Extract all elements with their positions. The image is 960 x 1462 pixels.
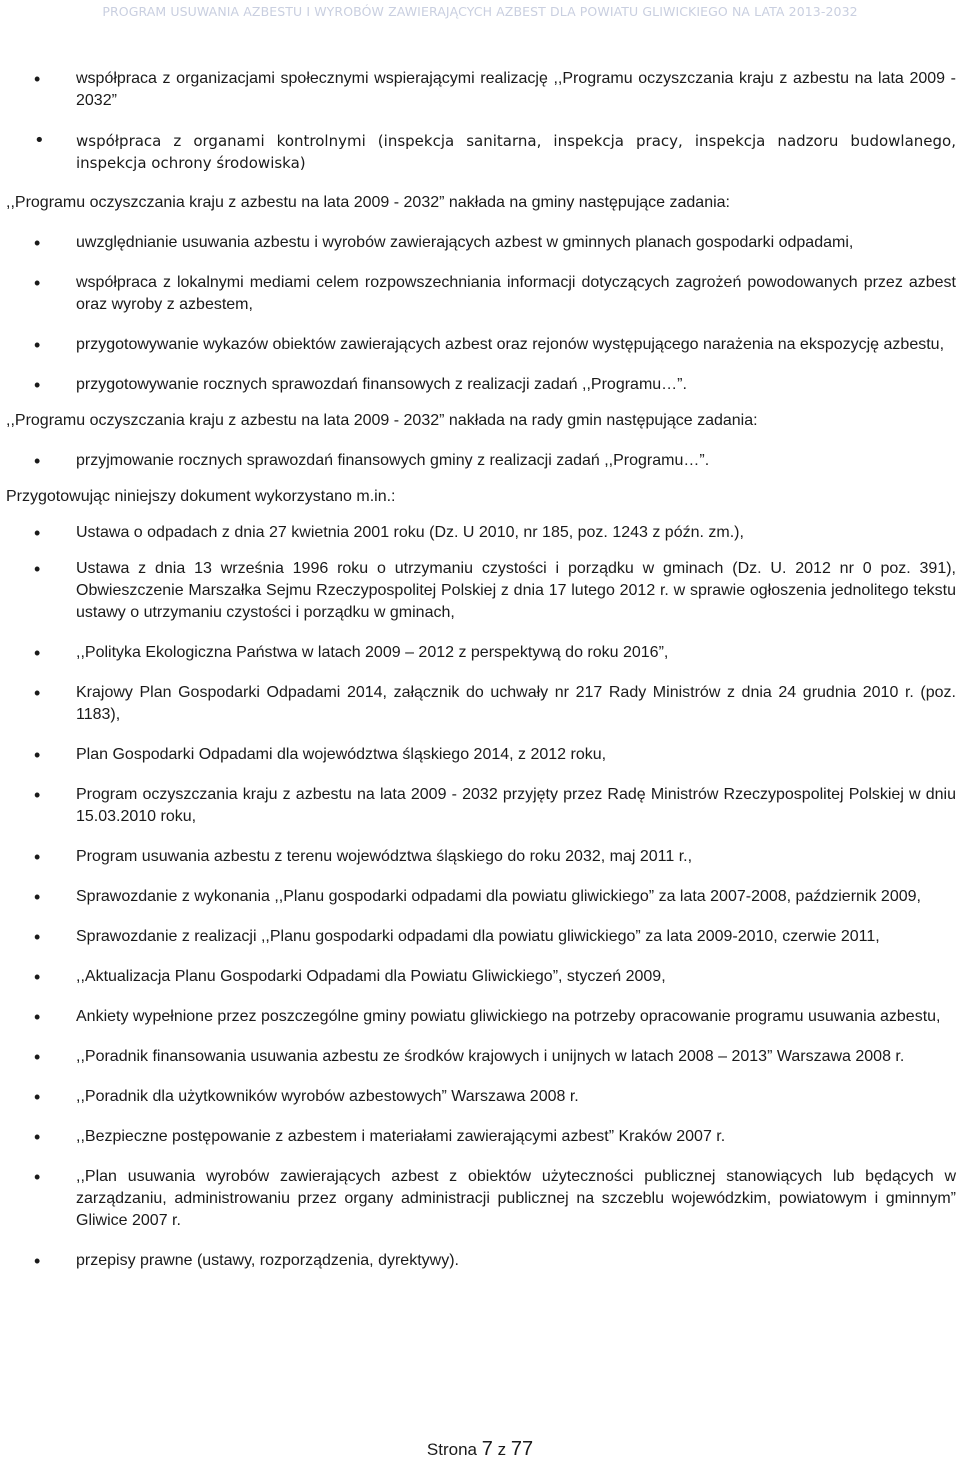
page-footer bbox=[0, 1438, 960, 1461]
list-item bbox=[6, 642, 956, 664]
list-item bbox=[6, 272, 956, 316]
bullet-icon: • bbox=[34, 643, 41, 663]
bullet-icon: • bbox=[34, 847, 41, 867]
list-item bbox=[6, 682, 956, 726]
bullet-icon: • bbox=[34, 1007, 41, 1027]
list-item bbox=[6, 450, 956, 472]
bullet-icon: • bbox=[34, 559, 41, 579]
list-item-text: Ankiety wypełnione przez poszczególne gminy powiatu gliwickiego na potrzeby opracowanie programu usuwania azbestu, bbox=[76, 1008, 941, 1025]
list-item-text: Program usuwania azbestu z terenu województwa śląskiego do roku 2032, maj 2011 r., bbox=[76, 848, 693, 865]
list-item bbox=[6, 744, 956, 766]
list-item bbox=[6, 558, 956, 624]
footer-prefix: Strona bbox=[426, 1440, 477, 1459]
list-item bbox=[6, 846, 956, 868]
bullet-icon: • bbox=[34, 273, 41, 293]
list-item bbox=[6, 1126, 956, 1148]
bullet-icon: • bbox=[34, 451, 41, 471]
list-item-text: uwzględnianie usuwania azbestu i wyrobów zawierających azbest w gminnych planach gospodarki odpadami, bbox=[76, 234, 854, 251]
list-item bbox=[6, 334, 956, 356]
list-item-text: Program oczyszczania kraju z azbestu na lata 2009 - 2032 przyjęty przez Radę Ministrów Rzeczypospolitej Polskiej w dniu 15.03.2010 roku, bbox=[76, 786, 956, 825]
list-item-text: Krajowy Plan Gospodarki Odpadami 2014, załącznik do uchwały nr 217 Rady Ministrów z dnia 24 grudnia 2010 r. (poz. 1183), bbox=[76, 684, 956, 723]
bullet-icon: • bbox=[34, 1167, 41, 1187]
list-item-text: Sprawozdanie z wykonania ,,Planu gospodarki odpadami dla powiatu gliwickiego” za lata 2007-2008, październik 2009, bbox=[76, 888, 921, 905]
list-item bbox=[6, 1006, 956, 1028]
list-item bbox=[6, 886, 956, 908]
bullet-icon: • bbox=[34, 745, 41, 765]
list-item bbox=[6, 966, 956, 988]
list-item-text: ,,Bezpieczne postępowanie z azbestem i materiałami zawierającymi azbest” Kraków 2007 r. bbox=[76, 1128, 726, 1145]
bullet-icon: • bbox=[34, 1047, 41, 1067]
list-item-text: ,,Aktualizacja Planu Gospodarki Odpadami dla Powiatu Gliwickiego”, styczeń 2009, bbox=[76, 968, 666, 985]
paragraph: Przygotowując niniejszy dokument wykorzystano m.in.: bbox=[6, 488, 396, 505]
list-item-text: Sprawozdanie z realizacji ,,Planu gospodarki odpadami dla powiatu gliwickiego” za lata 2009-2010, czerwie 2011, bbox=[76, 928, 880, 945]
list-item bbox=[6, 1250, 956, 1272]
running-header: PROGRAM USUWANIA AZBESTU I WYROBÓW ZAWIERAJĄCYCH AZBEST DLA POWIATU GLIWICKIEGO NA LATA 2013-2032 bbox=[102, 4, 858, 19]
list-item bbox=[6, 232, 956, 254]
list-item-text: przepisy prawne (ustawy, rozporządzenia, dyrektywy). bbox=[76, 1252, 459, 1269]
list-item bbox=[6, 68, 956, 112]
footer-page-number: 7 bbox=[481, 1438, 493, 1460]
bullet-icon: • bbox=[34, 69, 41, 89]
bullet-icon: • bbox=[34, 785, 41, 805]
list-item-text: przygotowywanie wykazów obiektów zawierających azbest oraz rejonów występującego narażenia na ekspozycję azbestu, bbox=[76, 336, 945, 353]
bullet-icon: • bbox=[34, 233, 41, 253]
bullet-icon: • bbox=[34, 887, 41, 907]
list-item bbox=[6, 784, 956, 828]
list-item-text: Plan Gospodarki Odpadami dla województwa śląskiego 2014, z 2012 roku, bbox=[76, 746, 607, 763]
list-item bbox=[6, 1166, 956, 1232]
list-item-text: Ustawa z dnia 13 września 1996 roku o utrzymaniu czystości i porządku w gminach (Dz. U. 2012 nr 0 poz. 391), Obwieszczenie Marszałka Sejmu Rzeczypospolitej Polskiej z dnia 17 lutego 2012 r. w sprawie ogłoszenia jednolitego tekstu ustawy o utrzymaniu czystości i porządku w gminach, bbox=[76, 560, 956, 621]
bullet-icon: • bbox=[34, 130, 45, 151]
document-body bbox=[6, 64, 956, 1272]
bullet-icon: • bbox=[34, 335, 41, 355]
list-item-text: ,,Poradnik finansowania usuwania azbestu ze środków krajowych i unijnych w latach 2008 – 2013” Warszawa 2008 r. bbox=[76, 1048, 905, 1065]
list-item bbox=[6, 1046, 956, 1068]
bullet-icon: • bbox=[34, 967, 41, 987]
list-item-text: współpraca z organami kontrolnymi (inspekcja sanitarna, inspekcja pracy, inspekcja nadzoru budowlanego, inspekcja ochrony środowiska) bbox=[76, 132, 956, 172]
footer-page-total: 77 bbox=[510, 1438, 534, 1460]
list-item bbox=[6, 926, 956, 948]
bullet-icon: • bbox=[34, 375, 41, 395]
bullet-icon: • bbox=[34, 523, 41, 543]
bullet-icon: • bbox=[34, 683, 41, 703]
list-item-text: ,,Plan usuwania wyrobów zawierających azbest z obiektów użyteczności publicznej stanowiących lub będących w zarządzaniu, administrowaniu przez organy administracji publicznej na szczeblu wojewódzkim, powiatowym i gminnym” Gliwice 2007 r. bbox=[76, 1168, 956, 1229]
bullet-icon: • bbox=[34, 927, 41, 947]
list-item-text: ,,Poradnik dla użytkowników wyrobów azbestowych” Warszawa 2008 r. bbox=[76, 1088, 579, 1105]
bullet-icon: • bbox=[34, 1127, 41, 1147]
list-item bbox=[6, 1086, 956, 1108]
list-item bbox=[6, 130, 956, 174]
list-item-text: przygotowywanie rocznych sprawozdań finansowych z realizacji zadań ,,Programu…”. bbox=[76, 376, 687, 393]
footer-separator: z bbox=[497, 1440, 507, 1459]
paragraph: ,,Programu oczyszczania kraju z azbestu na lata 2009 - 2032” nakłada na gminy następujące zadania: bbox=[6, 194, 730, 211]
list-item-text: współpraca z organizacjami społecznymi wspierającymi realizację ,,Programu oczyszczania kraju z azbestu na lata 2009 - 2032” bbox=[76, 70, 956, 109]
bullet-icon: • bbox=[34, 1251, 41, 1271]
list-item-text: współpraca z lokalnymi mediami celem rozpowszechniania informacji dotyczących zagrożeń powodowanych przez azbest oraz wyroby z azbestem, bbox=[76, 274, 956, 313]
list-item-text: przyjmowanie rocznych sprawozdań finansowych gminy z realizacji zadań ,,Programu…”. bbox=[76, 452, 710, 469]
list-item bbox=[6, 374, 956, 396]
paragraph: ,,Programu oczyszczania kraju z azbestu na lata 2009 - 2032” nakłada na rady gmin następujące zadania: bbox=[6, 412, 758, 429]
list-item-text: ,,Polityka Ekologiczna Państwa w latach 2009 – 2012 z perspektywą do roku 2016”, bbox=[76, 644, 669, 661]
list-item bbox=[6, 522, 956, 544]
bullet-icon: • bbox=[34, 1087, 41, 1107]
list-item-text: Ustawa o odpadach z dnia 27 kwietnia 2001 roku (Dz. U 2010, nr 185, poz. 1243 z późn. zm.), bbox=[76, 524, 744, 541]
